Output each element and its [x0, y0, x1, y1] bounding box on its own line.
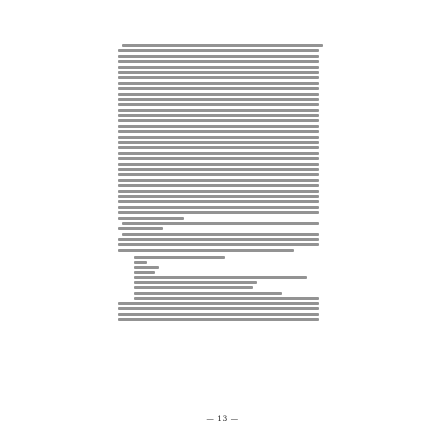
text-line — [118, 173, 319, 176]
text-line — [118, 71, 319, 74]
text-line — [118, 49, 319, 52]
text-line — [122, 233, 319, 236]
text-line — [118, 190, 319, 193]
text-line — [134, 281, 257, 284]
text-line — [118, 93, 319, 96]
text-line — [134, 292, 282, 295]
text-line — [134, 286, 253, 289]
text-line — [122, 222, 319, 225]
text-line — [118, 119, 319, 122]
text-line — [118, 98, 319, 101]
text-line — [118, 109, 319, 112]
text-line — [118, 238, 319, 241]
text-line — [134, 276, 306, 279]
text-line — [118, 217, 184, 220]
text-line — [118, 76, 319, 79]
text-line — [118, 307, 319, 310]
text-line — [118, 163, 319, 166]
text-line — [134, 261, 146, 264]
text-line — [118, 302, 319, 305]
text-line — [118, 313, 319, 316]
text-line — [118, 87, 319, 90]
text-line — [118, 152, 319, 155]
text-line — [118, 130, 319, 133]
text-line — [134, 256, 224, 259]
text-line — [118, 211, 319, 214]
text-line — [118, 66, 319, 69]
text-line — [118, 141, 319, 144]
text-line — [118, 125, 319, 128]
text-line — [118, 114, 319, 117]
text-line — [118, 136, 319, 139]
text-line — [118, 227, 163, 230]
text-line — [118, 318, 319, 321]
text-line — [134, 266, 159, 269]
text-line — [118, 200, 319, 203]
text-line — [134, 297, 319, 300]
text-line — [118, 243, 319, 246]
text-line — [118, 249, 294, 252]
text-line — [118, 168, 319, 171]
text-line — [118, 157, 319, 160]
text-line — [118, 60, 319, 63]
text-line — [118, 195, 319, 198]
page-number: — 13 — — [206, 414, 239, 423]
text-line — [118, 103, 319, 106]
text-line — [118, 55, 319, 58]
text-line — [134, 271, 155, 274]
text-line — [118, 146, 319, 149]
text-line — [118, 206, 319, 209]
body-text-block — [118, 44, 323, 321]
text-line — [122, 44, 323, 47]
text-line — [118, 179, 319, 182]
text-line — [118, 184, 319, 187]
text-line — [118, 82, 319, 85]
